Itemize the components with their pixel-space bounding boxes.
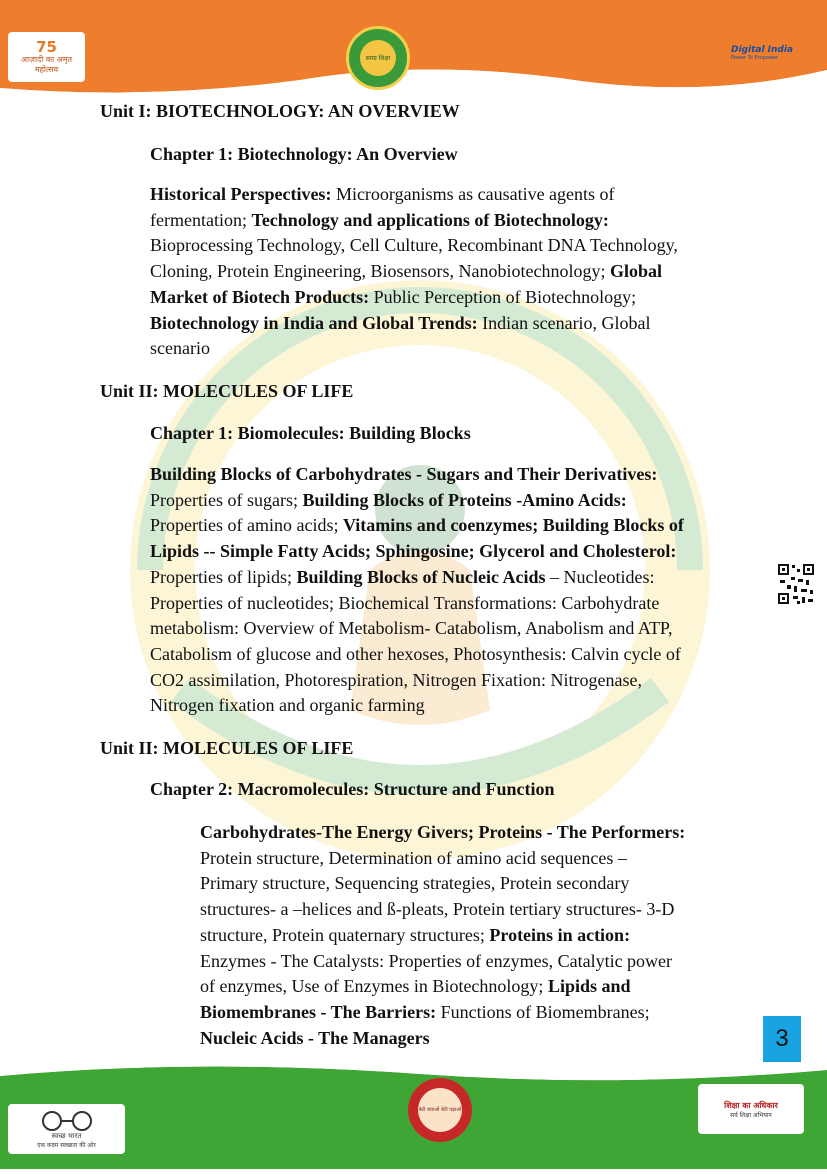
paragraph-line xyxy=(150,259,678,285)
bold-run: Lipids and xyxy=(547,976,631,997)
paragraph-line xyxy=(150,182,678,208)
paragraph-line xyxy=(150,565,684,591)
spectacles-icon xyxy=(32,1110,102,1132)
bold-run: Historical Perspectives: xyxy=(150,184,332,204)
samagra-shiksha-logo xyxy=(346,26,410,90)
paragraph-line xyxy=(200,897,685,923)
paragraph-line xyxy=(150,233,678,259)
paragraph-line xyxy=(200,949,685,975)
text-run: Microorganisms as causative agents of xyxy=(331,184,615,204)
qr-code-icon[interactable] xyxy=(777,563,815,605)
samagra-logo-text: समग्र शिक्षा xyxy=(365,55,391,62)
unit-2-repeat-title: Unit II: MOLECULES OF LIFE xyxy=(100,738,354,758)
unit-2-chapter-1-description xyxy=(150,462,684,719)
bold-run: Market of Biotech Products: xyxy=(150,286,370,307)
bold-run: Biotechnology in India and Global Trends: xyxy=(150,312,478,333)
paragraph-line xyxy=(200,1026,685,1052)
text-run: Indian scenario, Global xyxy=(477,312,651,333)
text-run: structure, Protein quaternary structures; xyxy=(200,924,490,945)
text-run: Primary structure, Sequencing strategies, Protein secondary xyxy=(200,873,630,894)
azadi-amrit-mahotsav-logo xyxy=(8,32,85,82)
text-run: Public Perception of Biotechnology; xyxy=(369,286,637,307)
unit-1-chapter-1-description xyxy=(150,182,678,362)
unit-2-title: Unit II: MOLECULES OF LIFE xyxy=(100,381,354,401)
unit-1-title: Unit I: BIOTECHNOLOGY: AN OVERVIEW xyxy=(100,101,460,121)
text-run: of enzymes, Use of Enzymes in Biotechnology; xyxy=(200,976,548,997)
azadi-logo-text: आज़ादी का अमृत महोत्सव xyxy=(20,55,73,74)
text-run: structures- a –helices and ß-pleats, Protein tertiary structures- 3-D xyxy=(200,899,675,920)
bold-run: Carbohydrates-The Energy Givers; Proteins - The Performers: xyxy=(200,822,686,842)
text-run: Cloning, Protein Engineering, Biosensors, Nanobiotechnology; xyxy=(150,261,610,282)
text-run: Properties of lipids; xyxy=(150,566,297,587)
paragraph-line xyxy=(150,513,684,539)
swachh-bharat-logo xyxy=(8,1104,125,1154)
unit-1-chapter-1-title: Chapter 1: Biotechnology: An Overview xyxy=(150,144,458,164)
bold-run: Proteins in action: xyxy=(489,924,631,945)
beti-bachao-logo xyxy=(408,1078,472,1142)
paragraph-line xyxy=(150,311,678,337)
text-run: metabolism: Overview of Metabolism- Catabolism, Anabolism and ATP, xyxy=(150,618,673,639)
text-run: Protein structure, Determination of amino acid sequences – xyxy=(200,847,627,868)
paragraph-line xyxy=(200,974,685,1000)
paragraph-line xyxy=(150,591,684,617)
bold-run: Global xyxy=(609,261,662,282)
paragraph-line xyxy=(200,820,685,846)
beti-bachao-text: बेटी बचाओ बेटी पढ़ाओ xyxy=(418,1107,462,1113)
paragraph-line xyxy=(150,642,684,668)
paragraph-line xyxy=(150,285,678,311)
paragraph-line xyxy=(150,693,684,719)
bold-run: Technology and applications of Biotechnology: xyxy=(251,209,609,230)
text-run: CO2 assimilation, Photorespiration, Nitrogen Fixation: Nitrogenase, xyxy=(150,669,642,690)
shiksha-adhikar-tagline: सर्व शिक्षा अभियान xyxy=(730,1111,772,1119)
text-run: Catabolism of glucose and other hexoses, Photosynthesis: Calvin cycle of xyxy=(150,643,681,664)
swachh-bharat-text: स्वच्छ भारत xyxy=(51,1131,82,1140)
paragraph-line xyxy=(150,488,684,514)
paragraph-line xyxy=(150,336,678,362)
bold-run: Biomembranes - The Barriers: xyxy=(200,1001,437,1022)
unit-2-chapter-1-title: Chapter 1: Biomolecules: Building Blocks xyxy=(150,423,471,443)
bold-run: Building Blocks of Proteins -Amino Acids: xyxy=(302,489,627,510)
digital-india-tagline: Power To Empower xyxy=(731,55,779,61)
text-run: Nitrogen fixation and organic farming xyxy=(150,695,425,716)
text-run: fermentation; xyxy=(150,209,252,230)
shiksha-ka-adhikar-logo xyxy=(698,1084,804,1134)
page-header xyxy=(0,0,827,95)
digital-india-logo xyxy=(727,36,807,70)
paragraph-line xyxy=(200,923,685,949)
digital-india-text: Digital India xyxy=(731,45,794,55)
bold-run: Building Blocks of Nucleic Acids xyxy=(296,566,546,587)
paragraph-line xyxy=(150,208,678,234)
text-run: Properties of amino acids; xyxy=(150,515,343,536)
text-run: Properties of nucleotides; Biochemical Transformations: Carbohydrate xyxy=(150,592,660,613)
text-run: Bioprocessing Technology, Cell Culture, Recombinant DNA Technology, xyxy=(150,235,678,256)
paragraph-line xyxy=(150,539,684,565)
text-run: Functions of Biomembranes; xyxy=(436,1001,650,1022)
unit-2-chapter-2-description xyxy=(200,820,685,1051)
unit-2-chapter-2-title: Chapter 2: Macromolecules: Structure and Function xyxy=(150,779,555,799)
bold-run: Building Blocks of Carbohydrates - Sugars and Their Derivatives: xyxy=(150,464,658,484)
paragraph-line xyxy=(200,1000,685,1026)
text-run: Enzymes - The Catalysts: Properties of enzymes, Catalytic power xyxy=(200,950,673,971)
paragraph-line xyxy=(150,462,684,488)
bold-run: Vitamins and coenzymes; Building Blocks of xyxy=(342,515,684,536)
paragraph-line xyxy=(150,616,684,642)
paragraph-line xyxy=(200,846,685,872)
paragraph-line xyxy=(200,871,685,897)
text-run: – Nucleotides: xyxy=(545,566,655,587)
text-run: Properties of sugars; xyxy=(150,489,303,510)
page-number: 3 xyxy=(763,1016,801,1062)
header-banner xyxy=(0,0,827,95)
paragraph-line xyxy=(150,668,684,694)
swachh-bharat-tagline: एक कदम स्वच्छता की ओर xyxy=(37,1141,96,1149)
shiksha-adhikar-text: शिक्षा का अधिकार xyxy=(724,1100,778,1110)
page-footer xyxy=(0,1062,827,1169)
text-run: scenario xyxy=(150,338,210,359)
bold-run: Lipids -- Simple Fatty Acids; Sphingosine; Glycerol and Cholesterol: xyxy=(150,541,677,562)
bold-run: Nucleic Acids - The Managers xyxy=(200,1027,430,1048)
azadi-logo-number: 75 xyxy=(36,38,57,56)
